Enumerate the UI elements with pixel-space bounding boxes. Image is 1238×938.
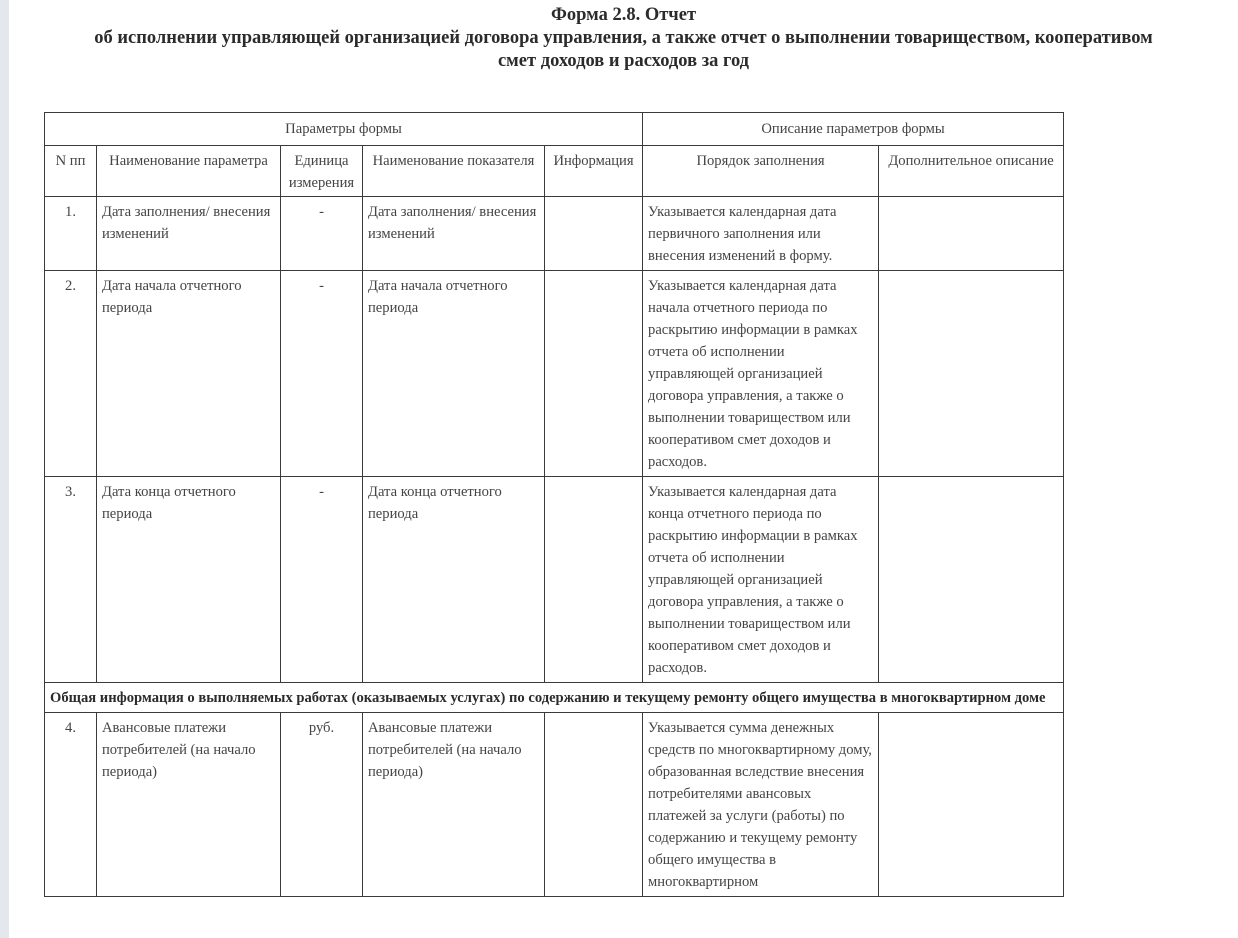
group-header-row [45,113,1064,146]
col-header-unit: Единица измерения [281,146,363,197]
row-indicator-name: Авансовые платежи потребителей (на начало периода) [363,713,545,897]
row-param-name: Дата конца отчетного периода [97,477,281,683]
column-header-row [45,146,1064,197]
row-fill-order: Указывается календарная дата первичного заполнения или внесения изменений в форму. [643,197,879,271]
row-param-name: Дата начала отчетного периода [97,271,281,477]
row-unit: - [281,477,363,683]
form-title-line-1: Форма 2.8. Отчет [550,5,697,25]
row-param-name: Дата заполнения/ внесения изменений [97,197,281,271]
row-unit: - [281,197,363,271]
row-extra-desc [879,197,1064,271]
page-left-margin-bar [0,0,9,938]
row-extra-desc [879,477,1064,683]
row-info-cell[interactable] [545,197,643,271]
col-header-fill-order: Порядок заполнения [643,146,879,197]
row-indicator-name: Дата заполнения/ внесения изменений [363,197,545,271]
section-header-row [45,683,1064,713]
row-unit: руб. [281,713,363,897]
row-fill-order: Указывается календарная дата конца отчетного периода по раскрытию информации в рамках отчета об исполнении управляющей организацией договора управления, а также о выполнении товариществом или кооперативом смет доходов и расходов. [643,477,879,683]
row-info-cell[interactable] [545,477,643,683]
col-header-param-name: Наименование параметра [97,146,281,197]
row-extra-desc [879,713,1064,897]
row-indicator-name: Дата конца отчетного периода [363,477,545,683]
row-indicator-name: Дата начала отчетного периода [363,271,545,477]
row-num: 4. [45,713,97,897]
col-header-indicator-name: Наименование показателя [363,146,545,197]
row-num: 2. [45,271,97,477]
form-parameters-table [44,112,1064,897]
section-title: Общая информация о выполняемых работах (оказываемых услугах) по содержанию и текущему ремонту общего имущества в многоквартирном доме [45,683,1064,713]
description-group-header: Описание параметров формы [643,113,1064,146]
table-row [45,197,1064,271]
col-header-num: N пп [45,146,97,197]
form-title [9,4,1238,73]
col-header-info: Информация [545,146,643,197]
row-param-name: Авансовые платежи потребителей (на начало периода) [97,713,281,897]
table-row [45,713,1064,897]
row-num: 3. [45,477,97,683]
params-group-header: Параметры формы [45,113,643,146]
table-row [45,477,1064,683]
row-info-cell[interactable] [545,713,643,897]
row-fill-order: Указывается сумма денежных средств по многоквартирному дому, образованная вследствие внесения потребителями авансовых платежей за услуги (работы) по содержанию и текущему ремонту общего имущества в многоквартирном [643,713,879,897]
form-title-line-2: об исполнении управляющей организацией договора управления, а также отчет о выполнении товариществом, кооперативом [94,28,1153,48]
row-extra-desc [879,271,1064,477]
row-fill-order: Указывается календарная дата начала отчетного периода по раскрытию информации в рамках отчета об исполнении управляющей организацией договора управления, а также о выполнении товариществом или кооперативом смет доходов и расходов. [643,271,879,477]
row-info-cell[interactable] [545,271,643,477]
table-row [45,271,1064,477]
row-num: 1. [45,197,97,271]
form-title-line-3: смет доходов и расходов за год [497,51,750,71]
col-header-extra-desc: Дополнительное описание [879,146,1064,197]
row-unit: - [281,271,363,477]
